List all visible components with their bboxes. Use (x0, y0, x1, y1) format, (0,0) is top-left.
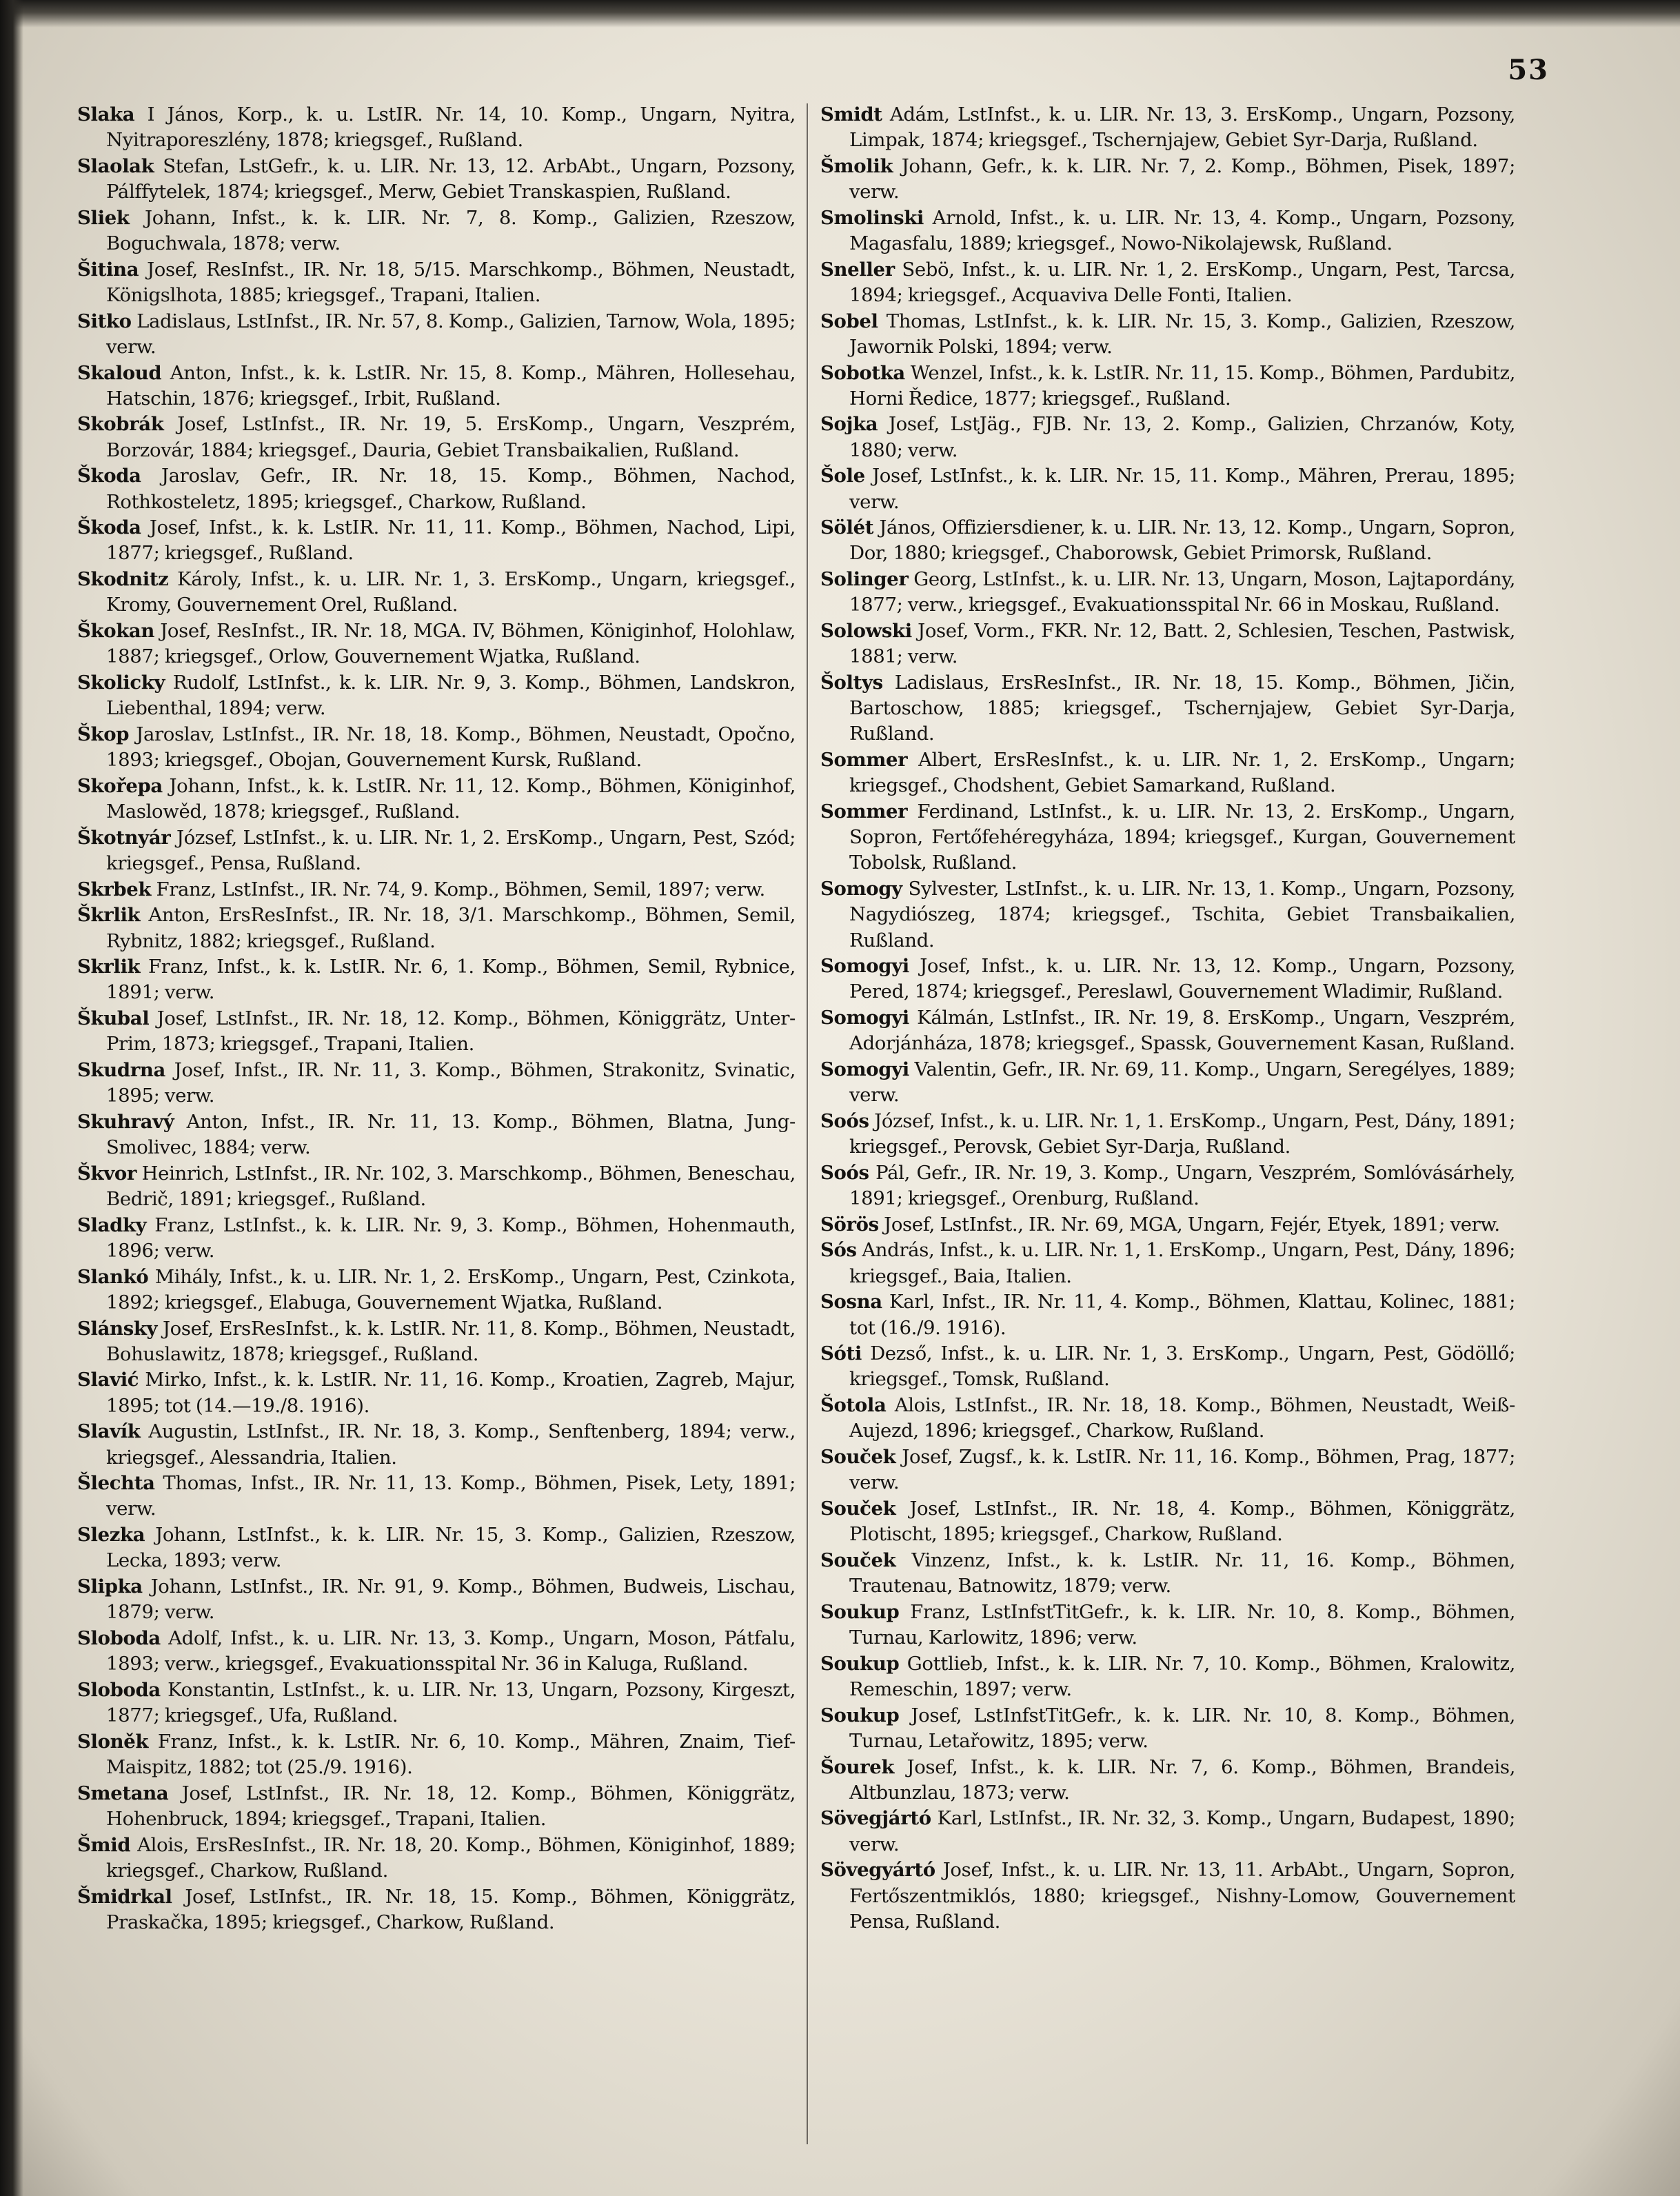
entry-details: Stefan, LstGefr., k. u. LIR. Nr. 13, 12. ArbAbt., Ungarn, Pozsony, Pálffytelek, 1874; kriegsgef., Merw, Gebiet Transkaspien, Rußland. (106, 154, 796, 203)
register-entry (77, 1316, 796, 1367)
entry-details: Arnold, Infst., k. u. LIR. Nr. 13, 4. Komp., Ungarn, Pozsony, Magasfalu, 1889; kriegsgef., Nowo-Nikolajewsk, Rußland. (849, 206, 1515, 255)
entry-surname: Šourek (820, 1755, 895, 1778)
entry-surname: Škotnyár (77, 826, 171, 849)
entry-details: Vinzenz, Infst., k. k. LstIR. Nr. 11, 16. Komp., Böhmen, Trautenau, Batnowitz, 1879; verw. (849, 1549, 1515, 1598)
entry-surname: Sneller (820, 258, 895, 281)
register-entry (820, 876, 1515, 954)
entry-details: Alois, LstInfst., IR. Nr. 18, 18. Komp., Böhmen, Neustadt, Weiß-Aujezd, 1896; kriegsgef., Charkow, Rußland. (849, 1394, 1515, 1442)
entry-details: Thomas, Infst., IR. Nr. 11, 13. Komp., Böhmen, Pisek, Lety, 1891; verw. (106, 1472, 796, 1520)
entry-details: Josef, Vorm., FKR. Nr. 12, Batt. 2, Schlesien, Teschen, Pastwisk, 1881; verw. (849, 620, 1515, 668)
entry-details: Johann, Infst., k. k. LIR. Nr. 7, 8. Komp., Galizien, Rzeszow, Boguchwala, 1878; verw. (106, 206, 796, 255)
entry-surname: Sommer (820, 749, 908, 772)
entry-details: Kálmán, LstInfst., IR. Nr. 19, 8. ErsKomp., Ungarn, Veszprém, Adorjánháza, 1878; kriegsgef., Spassk, Gouvernement Kasan, Rußland. (849, 1007, 1515, 1055)
entry-details: Ladislaus, ErsResInfst., IR. Nr. 18, 15. Komp., Böhmen, Jičin, Bartoschow, 1885; kriegsgef., Tschernjajew, Gebiet Syr-Darja, Rußland. (849, 671, 1515, 745)
entry-details: Josef, LstInfst., IR. Nr. 18, 4. Komp., Böhmen, Königgrätz, Plotischt, 1895; kriegsgef., Charkow, Rußland. (849, 1497, 1515, 1546)
register-entry (77, 205, 796, 256)
entry-surname: Skrlik (77, 956, 141, 978)
entry-surname: Sitko (77, 310, 132, 332)
register-entry (77, 1367, 796, 1418)
entry-details: Franz, LstInfst., IR. Nr. 74, 9. Komp., Böhmen, Semil, 1897; verw. (151, 878, 765, 900)
entry-details: Josef, ResInfst., IR. Nr. 18, MGA. IV, Böhmen, Königinhof, Holohlaw, 1887; kriegsgef., Orlow, Gouvernement Wjatka, Rußland. (106, 620, 796, 668)
register-entry (77, 361, 796, 412)
entry-details: Augustin, LstInfst., IR. Nr. 18, 3. Komp., Senftenberg, 1894; verw., kriegsgef., Alessandria, Italien. (106, 1420, 796, 1469)
register-entry (77, 1833, 796, 1884)
entry-details: Josef, LstInfst., IR. Nr. 18, 12. Komp., Böhmen, Königgrätz, Hohenbruck, 1894; kriegsgef., Trapani, Italien. (106, 1782, 796, 1830)
entry-details: Franz, LstInfstTitGefr., k. k. LIR. Nr. 10, 8. Komp., Böhmen, Turnau, Karlowitz, 1896; verw. (849, 1600, 1515, 1649)
entry-surname: Skrbek (77, 878, 152, 900)
entry-details: Josef, Infst., k. u. LIR. Nr. 13, 12. Komp., Ungarn, Pozsony, Pered, 1874; kriegsgef., Pereslawl, Gouvernement Wladimir, Rußland. (849, 955, 1515, 1003)
register-entry (77, 1006, 796, 1057)
entry-surname: Sörös (820, 1213, 879, 1236)
register-entry (77, 1265, 796, 1316)
register-entry (820, 954, 1515, 1005)
page-number: 53 (1508, 54, 1549, 86)
register-entry (77, 1678, 796, 1729)
register-entry (77, 825, 796, 876)
register-entry (820, 1160, 1515, 1211)
register-entry (77, 1213, 796, 1264)
register-entry (820, 361, 1515, 412)
entry-details: Dezső, Infst., k. u. LIR. Nr. 1, 3. ErsKomp., Ungarn, Pest, Gödöllő; kriegsgef., Tomsk, Rußland. (849, 1342, 1515, 1391)
entry-details: Ferdinand, LstInfst., k. u. LIR. Nr. 13, 2. ErsKomp., Ungarn, Sopron, Fertőfehéregyháza, 1894; kriegsgef., Kurgan, Gouvernement Tobolsk, Rußland. (849, 800, 1515, 874)
entry-details: Josef, LstJäg., FJB. Nr. 13, 2. Komp., Galizien, Chrzanów, Koty, 1880; verw. (849, 413, 1515, 461)
entry-surname: Šitina (77, 258, 139, 281)
register-entry (820, 257, 1515, 308)
register-entry (820, 1755, 1515, 1806)
entry-details: Anton, ErsResInfst., IR. Nr. 18, 3/1. Marschkomp., Böhmen, Semil, Rybnitz, 1882; kriegsgef., Rußland. (106, 904, 796, 952)
entry-surname: Skolicky (77, 671, 165, 694)
entry-surname: Smidt (820, 103, 882, 125)
entry-details: Josef, LstInfst., k. k. LIR. Nr. 15, 11. Komp., Mähren, Prerau, 1895; verw. (849, 465, 1515, 513)
entry-surname: Skobrák (77, 413, 164, 436)
entry-surname: Skudrna (77, 1059, 165, 1082)
entry-surname: Somogyi (820, 1007, 909, 1029)
register-entry (77, 567, 796, 618)
entry-details: Johann, LstInfst., IR. Nr. 91, 9. Komp., Böhmen, Budweis, Lischau, 1879; verw. (106, 1575, 796, 1624)
entry-details: Adolf, Infst., k. u. LIR. Nr. 13, 3. Komp., Ungarn, Moson, Pátfalu, 1893; verw., kriegsgef., Evakuationsspital Nr. 36 in Kaluga, Rußland. (106, 1626, 796, 1675)
entry-details: Ladislaus, LstInfst., IR. Nr. 57, 8. Komp., Galizien, Tarnow, Wola, 1895; verw. (106, 310, 796, 358)
entry-details: Josef, Zugsf., k. k. LstIR. Nr. 11, 16. Komp., Böhmen, Prag, 1877; verw. (849, 1446, 1515, 1494)
entry-details: Sylvester, LstInfst., k. u. LIR. Nr. 13, 1. Komp., Ungarn, Pozsony, Nagydiószeg, 1874; kriegsgef., Tschita, Gebiet Transbaikalien, Rußland. (849, 878, 1515, 951)
entry-surname: Soukup (820, 1600, 900, 1623)
entry-details: Josef, LstInfstTitGefr., k. k. LIR. Nr. 10, 8. Komp., Böhmen, Turnau, Letařowitz, 1895; verw. (849, 1704, 1515, 1752)
register-entry (77, 412, 796, 463)
entry-details: Anton, Infst., k. k. LstIR. Nr. 15, 8. Komp., Mähren, Hollesehau, Hatschin, 1876; kriegsgef., Irbit, Rußland. (106, 361, 796, 410)
register-entry (77, 722, 796, 773)
register-entry (820, 799, 1515, 876)
register-entry (820, 1651, 1515, 1702)
entry-details: András, Infst., k. u. LIR. Nr. 1, 1. ErsKomp., Ungarn, Pest, Dány, 1896; kriegsgef., Baia, Italien. (849, 1239, 1515, 1287)
register-entry (820, 412, 1515, 463)
entry-surname: Slavić (77, 1369, 139, 1391)
entry-details: János, Offiziersdiener, k. u. LIR. Nr. 13, 12. Komp., Ungarn, Sopron, Dor, 1880; kriegsgef., Chaborowsk, Gebiet Primorsk, Rußland. (849, 516, 1515, 565)
entry-surname: Soukup (820, 1652, 900, 1675)
entry-surname: Slezka (77, 1524, 145, 1547)
register-entry (820, 1496, 1515, 1547)
entry-details: Franz, Infst., k. k. LstIR. Nr. 6, 1. Komp., Böhmen, Semil, Rybnice, 1891; verw. (106, 956, 796, 1004)
register-entry (820, 309, 1515, 360)
entry-details: Josef, ErsResInfst., k. k. LstIR. Nr. 11, 8. Komp., Böhmen, Neustadt, Bohuslawitz, 1878; kriegsgef., Rußland. (106, 1317, 796, 1365)
entry-surname: Slipka (77, 1575, 143, 1598)
entry-details: Johann, LstInfst., k. k. LIR. Nr. 15, 3. Komp., Galizien, Rzeszow, Lecka, 1893; verw. (106, 1524, 796, 1572)
entry-details: Jaroslav, LstInfst., IR. Nr. 18, 18. Komp., Böhmen, Neustadt, Opočno, 1893; kriegsgef., Obojan, Gouvernement Kursk, Rußland. (106, 723, 796, 772)
entry-surname: Sommer (820, 800, 908, 823)
register-entry (820, 205, 1515, 256)
scan-top-edge (0, 0, 1680, 28)
entry-details: Albert, ErsResInfst., k. u. LIR. Nr. 1, 2. ErsKomp., Ungarn; kriegsgef., Chodshent, Gebiet Samarkand, Rußland. (849, 749, 1515, 797)
register-entry (77, 1471, 796, 1522)
entry-details: Thomas, LstInfst., k. k. LIR. Nr. 15, 3. Komp., Galizien, Rzeszow, Jawornik Polski, 1894; verw. (849, 310, 1515, 358)
entry-surname: Slaka (77, 103, 135, 125)
entry-details: Josef, Infst., k. u. LIR. Nr. 13, 11. ArbAbt., Ungarn, Sopron, Fertőszentmiklós, 1880; kriegsgef., Nishny-Lomow, Gouvernement Pensa, Rußland. (849, 1859, 1515, 1933)
entry-surname: Škvor (77, 1162, 136, 1185)
register-entry (820, 154, 1515, 205)
entry-details: Josef, LstInfst., IR. Nr. 69, MGA, Ungarn, Fejér, Etyek, 1891; verw. (878, 1213, 1500, 1236)
register-entry (820, 1548, 1515, 1599)
entry-surname: Sosna (820, 1291, 882, 1313)
entry-surname: Škoda (77, 465, 141, 487)
register-entry (77, 257, 796, 308)
entry-surname: Škokan (77, 620, 155, 643)
entry-surname: Sövegjártó (820, 1807, 931, 1830)
entry-details: Alois, ErsResInfst., IR. Nr. 18, 20. Komp., Böhmen, Königinhof, 1889; kriegsgef., Charkow, Rußland. (106, 1833, 796, 1882)
entry-details: Josef, LstInfst., IR. Nr. 19, 5. ErsKomp., Ungarn, Veszprém, Borzovár, 1884; kriegsgef., Dauria, Gebiet Transbaikalien, Rußland. (106, 413, 796, 461)
entry-details: Josef, LstInfst., IR. Nr. 18, 12. Komp., Böhmen, Königgrätz, Unter-Prim, 1873; kriegsgef., Trapani, Italien. (106, 1007, 796, 1056)
register-entry (820, 1857, 1515, 1935)
entry-surname: Sliek (77, 206, 130, 229)
entry-details: Valentin, Gefr., IR. Nr. 69, 11. Komp., Ungarn, Seregélyes, 1889; verw. (849, 1058, 1515, 1107)
entry-surname: Šlechta (77, 1472, 155, 1495)
register-entry (820, 1238, 1515, 1289)
entry-surname: Solinger (820, 568, 909, 591)
register-entry (77, 1884, 796, 1935)
entry-details: Johann, Gefr., k. k. LIR. Nr. 7, 2. Komp., Böhmen, Pisek, 1897; verw. (849, 154, 1515, 203)
register-entry (820, 463, 1515, 514)
register-entry (77, 670, 796, 721)
register-entry (820, 567, 1515, 618)
entry-details: Konstantin, LstInfst., k. u. LIR. Nr. 13, Ungarn, Pozsony, Kirgeszt, 1877; kriegsgef., Ufa, Rußland. (106, 1678, 796, 1727)
register-entry (77, 1574, 796, 1625)
register-entry (77, 1781, 796, 1832)
entry-surname: Šole (820, 465, 865, 487)
entry-surname: Slaolak (77, 154, 154, 177)
register-entry (77, 309, 796, 360)
entry-details: Karl, Infst., IR. Nr. 11, 4. Komp., Böhmen, Klattau, Kolinec, 1881; tot (16./9. 1916). (849, 1291, 1515, 1339)
entry-surname: Šmidrkal (77, 1885, 172, 1908)
entry-surname: Slánsky (77, 1317, 158, 1340)
entry-surname: Sövegyártó (820, 1859, 935, 1882)
column-divider (807, 103, 808, 2144)
entry-surname: Smolinski (820, 206, 924, 229)
entry-details: Heinrich, LstInfst., IR. Nr. 102, 3. Marschkomp., Böhmen, Beneschau, Bedrič, 1891; kriegsgef., Rußland. (106, 1162, 796, 1211)
entry-surname: Soós (820, 1161, 869, 1184)
entry-details: I János, Korp., k. u. LstIR. Nr. 14, 10. Komp., Ungarn, Nyitra, Nyitraporeszlény, 1878; kriegsgef., Rußland. (106, 103, 796, 152)
entry-details: Georg, LstInfst., k. u. LIR. Nr. 13, Ungarn, Moson, Lajtapordány, 1877; verw., kriegsgef., Evakuationsspital Nr. 66 in Moskau, Rußland. (849, 568, 1515, 616)
entry-details: Wenzel, Infst., k. k. LstIR. Nr. 11, 15. Komp., Böhmen, Pardubitz, Horni Ředice, 1877; kriegsgef., Rußland. (849, 361, 1515, 410)
register-entry (77, 515, 796, 566)
entry-surname: Sloněk (77, 1730, 149, 1753)
entry-surname: Šotola (820, 1394, 887, 1417)
entry-surname: Somogyi (820, 955, 909, 978)
register-entry (820, 1005, 1515, 1056)
register-entry (77, 463, 796, 514)
register-entry (77, 1729, 796, 1780)
entry-surname: Souček (820, 1446, 896, 1469)
register-entry (820, 1806, 1515, 1857)
register-entry (820, 102, 1515, 153)
left-column (77, 102, 796, 2164)
entry-surname: Šmid (77, 1833, 131, 1856)
entry-details: Mihály, Infst., k. u. LIR. Nr. 1, 2. ErsKomp., Ungarn, Pest, Czinkota, 1892; kriegsgef., Elabuga, Gouvernement Wjatka, Rußland. (106, 1265, 796, 1313)
entry-details: Johann, Infst., k. k. LstIR. Nr. 11, 12. Komp., Böhmen, Königinhof, Maslowěd, 1878; kriegsgef., Rußland. (106, 774, 796, 823)
register-entry (77, 1058, 796, 1109)
register-entry (820, 1444, 1515, 1495)
entry-details: Sebö, Infst., k. u. LIR. Nr. 1, 2. ErsKomp., Ungarn, Pest, Tarcsa, 1894; kriegsgef., Acquaviva Delle Fonti, Italien. (849, 258, 1515, 306)
entry-surname: Sós (820, 1239, 857, 1262)
entry-surname: Slavík (77, 1420, 141, 1443)
register-entry (77, 903, 796, 954)
entry-surname: Sóti (820, 1342, 862, 1365)
register-entry (77, 1626, 796, 1677)
entry-surname: Slankó (77, 1265, 149, 1288)
entry-details: Pál, Gefr., IR. Nr. 19, 3. Komp., Ungarn, Veszprém, Somlóvásárhely, 1891; kriegsgef., Orenburg, Rußland. (849, 1161, 1515, 1210)
entry-surname: Škrlik (77, 904, 141, 927)
register-entry (820, 1289, 1515, 1340)
entry-surname: Šoltys (820, 671, 883, 694)
entry-surname: Škop (77, 723, 130, 745)
entry-details: Josef, Infst., k. k. LIR. Nr. 7, 6. Komp., Böhmen, Brandeis, Altbunzlau, 1873; verw. (849, 1755, 1515, 1804)
register-entry (77, 954, 796, 1005)
entry-surname: Souček (820, 1549, 896, 1571)
entry-details: Josef, Infst., IR. Nr. 11, 3. Komp., Böhmen, Strakonitz, Svinatic, 1895; verw. (106, 1059, 796, 1107)
register-entry (820, 1703, 1515, 1754)
entry-details: Josef, Infst., k. k. LstIR. Nr. 11, 11. Komp., Böhmen, Nachod, Lipi, 1877; kriegsgef., Rußland. (106, 516, 796, 565)
entry-surname: Skořepa (77, 774, 163, 797)
register-entry (820, 618, 1515, 669)
entry-details: Anton, Infst., IR. Nr. 11, 13. Komp., Böhmen, Blatna, Jung-Smolivec, 1884; verw. (106, 1110, 796, 1159)
entry-details: Károly, Infst., k. u. LIR. Nr. 1, 3. ErsKomp., Ungarn, kriegsgef., Kromy, Gouvernement Orel, Rußland. (106, 568, 796, 616)
register-entry (77, 154, 796, 205)
entry-details: Mirko, Infst., k. k. LstIR. Nr. 11, 16. Komp., Kroatien, Zagreb, Majur, 1895; tot (14.—19./8. 1916). (106, 1369, 796, 1417)
register-entry (820, 670, 1515, 747)
register-entry (77, 618, 796, 669)
entry-details: Rudolf, LstInfst., k. k. LIR. Nr. 9, 3. Komp., Böhmen, Landskron, Liebenthal, 1894; verw. (106, 671, 796, 720)
entry-details: Franz, Infst., k. k. LstIR. Nr. 6, 10. Komp., Mähren, Znaim, Tief-Maispitz, 1882; tot (25./9. 1916). (106, 1730, 796, 1778)
entry-details: Karl, LstInfst., IR. Nr. 32, 3. Komp., Ungarn, Budapest, 1890; verw. (849, 1807, 1515, 1855)
entry-surname: Škubal (77, 1007, 150, 1030)
entry-details: Franz, LstInfst., k. k. LIR. Nr. 9, 3. Komp., Böhmen, Hohenmauth, 1896; verw. (106, 1213, 796, 1262)
entry-details: József, Infst., k. u. LIR. Nr. 1, 1. ErsKomp., Ungarn, Pest, Dány, 1891; kriegsgef., Perovsk, Gebiet Syr-Darja, Rußland. (849, 1109, 1515, 1158)
register-entry (820, 1057, 1515, 1108)
register-entry (820, 1341, 1515, 1392)
entry-surname: Skodnitz (77, 568, 169, 591)
entry-surname: Souček (820, 1497, 896, 1520)
register-entry (820, 515, 1515, 566)
entry-surname: Škoda (77, 516, 141, 539)
register-entry (820, 1600, 1515, 1651)
entry-surname: Skaloud (77, 361, 162, 384)
entry-surname: Somogyi (820, 1058, 909, 1081)
register-entry (77, 1161, 796, 1212)
entry-surname: Somogy (820, 878, 902, 900)
entry-surname: Sobotka (820, 361, 905, 384)
entry-surname: Sloboda (77, 1626, 161, 1649)
register-entry (77, 102, 796, 153)
entry-surname: Sölét (820, 516, 874, 539)
entry-surname: Sladky (77, 1213, 147, 1236)
register-entry (77, 877, 796, 903)
register-entry (820, 747, 1515, 798)
entry-details: Gottlieb, Infst., k. k. LIR. Nr. 7, 10. Komp., Böhmen, Kralowitz, Remeschin, 1897; verw. (849, 1652, 1515, 1700)
entry-surname: Soukup (820, 1704, 900, 1726)
entry-surname: Smetana (77, 1782, 169, 1804)
entry-surname: Soós (820, 1109, 869, 1132)
entry-details: Josef, LstInfst., IR. Nr. 18, 15. Komp., Böhmen, Königgrätz, Praskačka, 1895; kriegsgef., Charkow, Rußland. (106, 1885, 796, 1933)
entry-details: Jaroslav, Gefr., IR. Nr. 18, 15. Komp., Böhmen, Nachod, Rothkosteletz, 1895; kriegsgef., Charkow, Rußland. (106, 465, 796, 513)
register-entry (77, 1419, 796, 1470)
register-entry (820, 1212, 1515, 1238)
register-entry (77, 1522, 796, 1573)
entry-surname: Šmolik (820, 154, 893, 177)
entry-surname: Sojka (820, 413, 878, 436)
register-entry (820, 1393, 1515, 1444)
entry-surname: Skuhravý (77, 1110, 174, 1133)
register-entry (77, 1109, 796, 1160)
entry-details: Adám, LstInfst., k. u. LIR. Nr. 13, 3. ErsKomp., Ungarn, Pozsony, Limpak, 1874; kriegsgef., Tschernjajew, Gebiet Syr-Darja, Rußland. (849, 103, 1515, 152)
entry-details: Josef, ResInfst., IR. Nr. 18, 5/15. Marschkomp., Böhmen, Neustadt, Königslhota, 1885; kriegsgef., Trapani, Italien. (106, 258, 796, 306)
register-entry (77, 774, 796, 825)
entry-details: József, LstInfst., k. u. LIR. Nr. 1, 2. ErsKomp., Ungarn, Pest, Szód; kriegsgef., Pensa, Rußland. (106, 826, 796, 874)
right-column (820, 102, 1515, 2164)
register-entry (820, 1109, 1515, 1160)
entry-surname: Sloboda (77, 1678, 161, 1701)
entry-surname: Sobel (820, 310, 878, 332)
scan-left-edge (0, 0, 23, 2196)
entry-surname: Solowski (820, 620, 912, 643)
